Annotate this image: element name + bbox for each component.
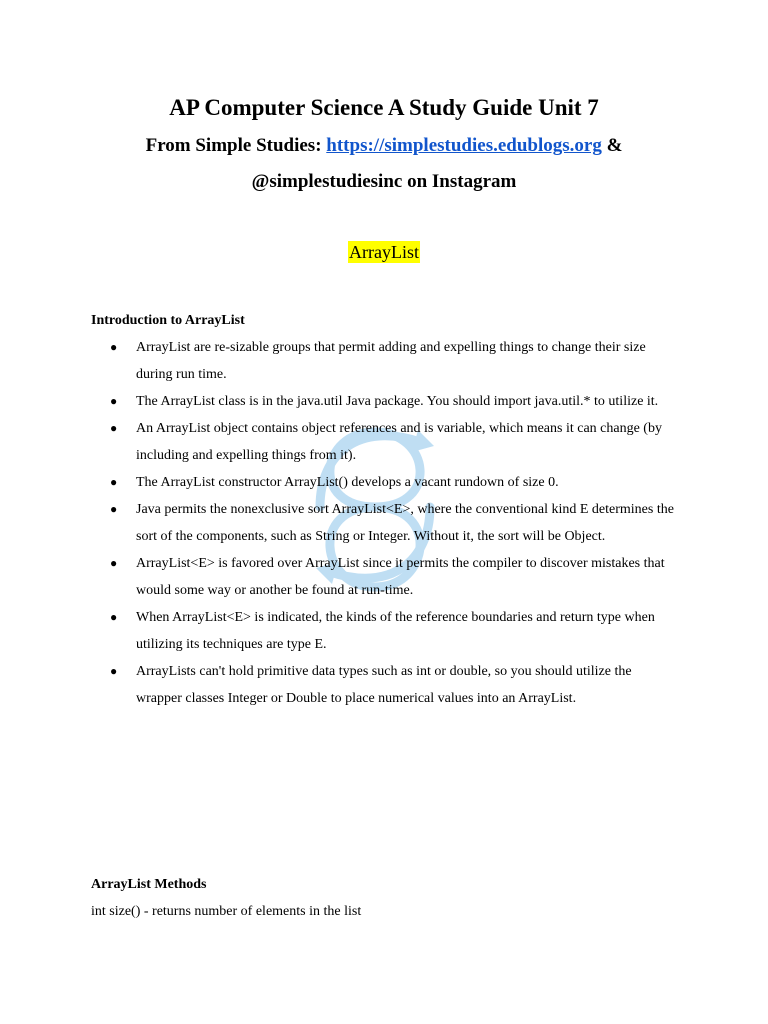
bullet-icon: ● — [110, 340, 118, 354]
bullet-icon: ● — [110, 502, 118, 516]
list-item — [110, 496, 680, 550]
list-item — [110, 658, 680, 712]
intro-heading: Introduction to ArrayList — [91, 313, 245, 328]
list-item — [110, 604, 680, 658]
list-item-text: An ArrayList object contains object references and is variable, which means it can change (by including and expelling things from it). — [136, 421, 662, 463]
list-item — [110, 469, 680, 496]
bullet-icon: ● — [110, 421, 118, 435]
list-item-text: The ArrayList constructor ArrayList() develops a vacant rundown of size 0. — [136, 475, 559, 490]
list-item — [110, 550, 680, 604]
list-item — [110, 415, 680, 469]
page-title: AP Computer Science A Study Guide Unit 7 — [169, 95, 599, 120]
subtitle-line-1 — [0, 134, 768, 158]
list-item-text: ArrayList<E> is favored over ArrayList since it permits the compiler to discover mistakes that would some way or another be found at run-time. — [136, 556, 665, 598]
bullet-icon: ● — [110, 664, 118, 678]
list-item-text: When ArrayList<E> is indicated, the kinds of the reference boundaries and return type when utilizing its techniques are type E. — [136, 610, 655, 652]
list-item — [110, 388, 680, 415]
bullet-icon: ● — [110, 394, 118, 408]
list-item-text: Java permits the nonexclusive sort ArrayList<E>, where the conventional kind E determines the sort of the components, such as String or Integer. Without it, the sort will be Object. — [136, 502, 674, 544]
subtitle-prefix: From Simple Studies: — [145, 135, 327, 156]
methods-heading: ArrayList Methods — [91, 877, 207, 892]
bullet-icon: ● — [110, 556, 118, 570]
subtitle-line-2: @simplestudiesinc on Instagram — [251, 171, 517, 192]
bullet-icon: ● — [110, 610, 118, 624]
list-item-text: The ArrayList class is in the java.util Java package. You should import java.util.* to utilize it. — [136, 394, 659, 409]
bullet-icon: ● — [110, 475, 118, 489]
list-item-text: ArrayList are re-sizable groups that permit adding and expelling things to change their size during run time. — [136, 340, 646, 382]
list-item — [110, 334, 680, 388]
intro-bullet-list — [110, 334, 680, 712]
subtitle-suffix: & — [601, 135, 623, 156]
simplestudies-link[interactable]: https://simplestudies.edublogs.org — [326, 135, 602, 156]
list-item-text: ArrayLists can't hold primitive data types such as int or double, so you should utilize the wrapper classes Integer or Double to place numerical values into an ArrayList. — [136, 664, 632, 706]
section-title-text: ArrayList — [349, 242, 419, 262]
section-title — [0, 240, 768, 264]
method-size: int size() - returns number of elements in the list — [91, 904, 362, 919]
